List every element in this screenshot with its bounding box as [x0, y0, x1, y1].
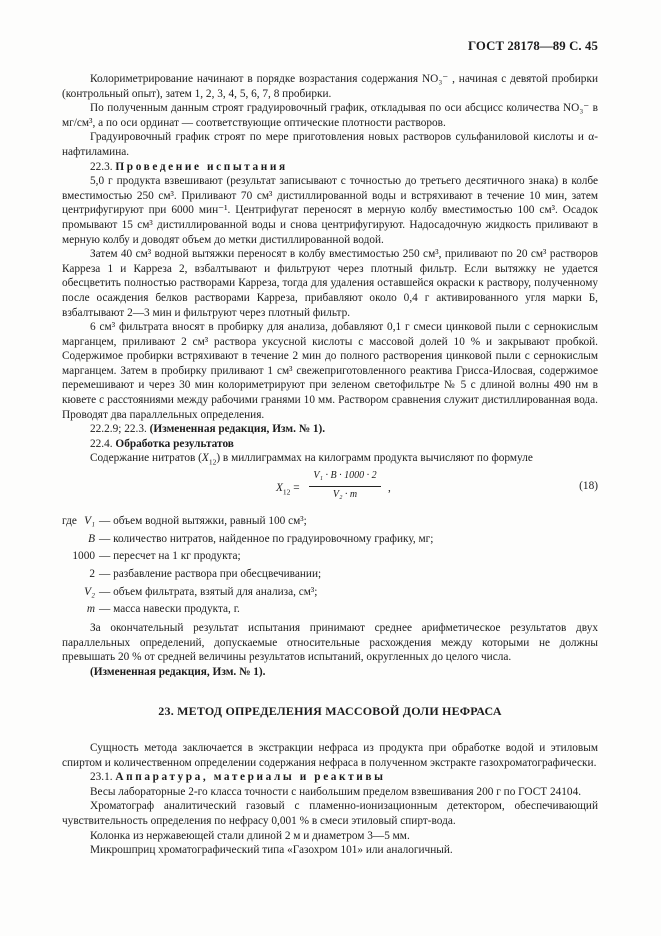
definition-row: где V₁ — объем водной вытяжки, равный 100 см³; [62, 515, 307, 528]
subsection-heading-22-4 [62, 437, 598, 452]
equation-number: (18) [579, 480, 598, 493]
formula-denominator: V₂ · m [332, 488, 358, 500]
formula-numerator: V₁ · B · 1000 · 2 [309, 469, 381, 487]
paragraph: Хроматограф аналитический газовый с пламенно-ионизационным детектором, обеспечивающий чувствительность определения по нефрасу 0,001 % в смеси этиловый спирт-вода. [62, 800, 598, 827]
paragraph: По полученным данным строят градуировочный график, откладывая по оси абсцисс количества NO₃⁻ в мг/см³, а по оси ординат — соответствующие оптические плотности растворов. [62, 102, 598, 129]
subsection-title: Обработка результатов [115, 437, 234, 450]
formula-comma: , [388, 482, 391, 495]
amendment-ref: 22.2.9; 22.3. [90, 423, 147, 436]
paragraph: За окончательный результат испытания принимают среднее арифметическое результатов двух параллельных определений, допускаемые относительные расхождения между которыми не должны превышать 20 % от средней величины результатов испытаний, округленных до целого числа. [62, 622, 598, 664]
paragraph: 5,0 г продукта взвешивают (результат записывают с точностью до третьего десятичного знака) в колбе вместимостью 250 см³. Приливают 70 см³ дистиллированной воды и встряхивают в течение 10 мин, затем центрифугируют при 6000 мин⁻¹. Центрифугат переносят в мерную колбу вместимостью 100 см³. Осадок промывают 15 см³ дистиллированной воды и снова центрифугируют. Надосадочную жидкость приливают в мерную колбу и доводят объем до метки дистиллированной водой. [62, 175, 598, 246]
definition-row: V₂ — объем фильтрата, взятый для анализа, см³; [84, 585, 318, 598]
paragraph: Затем 40 см³ водной вытяжки переносят в колбу вместимостью 250 см³, приливают по 20 см³ растворов Карреза 1 и Карреза 2, взбалтывают и фильтруют через плотный фильтр. Если вытяжку не удается обесцветить полностью растворами Карреза, тогда для удаления оставшейся окраски к раствору, полученному после осаждения белков растворами Карреза, прибавляют около 0,4 г активированного угля марки Б, взбалтывают 2—3 мин и фильтруют через плотный фильтр. [62, 248, 598, 319]
amendment-note: (Измененная редакция, Изм. № 1). [90, 665, 266, 678]
formula-intro: Содержание нитратов $(X_{12})$ в миллиграммах на килограмм продукта вычисляют по формуле [90, 452, 533, 467]
definition-row: 2 — разбавление раствора при обесцвечивании; [89, 568, 322, 581]
paragraph: Градуировочный график строят по мере приготовления новых растворов сульфаниловой кислоты и α-нафтиламина. [62, 131, 598, 158]
subsection-heading-22-3 [62, 160, 598, 175]
section-heading-23: 23. МЕТОД ОПРЕДЕЛЕНИЯ МАССОВОЙ ДОЛИ НЕФРАСА [158, 704, 502, 719]
subsection-number: 22.4. [90, 437, 113, 450]
definition-row: m — масса навески продукта, г. [86, 603, 240, 616]
subsection-title: Аппаратура, материалы и реактивы [115, 771, 386, 784]
page-header: ГОСТ 28178—89 С. 45 [467, 39, 598, 53]
formula-fraction [309, 469, 381, 502]
subsection-number: 22.3. [90, 160, 113, 173]
amendment-text: (Измененная редакция, Изм. № 1). [149, 423, 326, 436]
variable-definitions [62, 514, 598, 617]
definition-row: 1000 — пересчет на 1 кг продукта; [72, 550, 241, 563]
subsection-title: Проведение испытания [115, 160, 288, 173]
subsection-heading-23-1 [62, 770, 598, 785]
paragraph: 6 см³ фильтрата вносят в пробирку для анализа, добавляют 0,1 г смеси цинковой пыли с сернокислым марганцем, приливают 2 см³ раствора уксусной кислоты с массовой долей 10 % и закрывают пробкой. Содержимое пробирки встряхивают в течение 2 мин до полного растворения цинковой пыли с сернокислым марганцем. Затем в пробирку приливают 1 см³ свежеприготовленного реактива Грисса-Илосвая, содержимое перемешивают и через 30 мин колориметрируют при зеленом светофильтре № 5 с длиной волны 490 нм в кювете с расстояниями между рабочими гранями 10 мм. Раствором сравнения служит дистиллированная вода. Проводят два параллельных определения. [62, 321, 598, 421]
paragraph: Колориметрирование начинают в порядке возрастания содержания NO₃⁻ , начиная с девятой пробирки (контрольный опыт), затем 1, 2, 3, 4, 5, 6, 7, 8 пробирки. [62, 73, 598, 100]
paragraph: Сущность метода заключается в экстракции нефраса из продукта при обработке водой и этиловым спиртом и количественном определении содержания нефраса в полученном экстракте газохроматографически. [62, 742, 598, 769]
paragraph: Колонка из нержавеющей стали длиной 2 м и диаметром 3—5 мм. [90, 829, 410, 842]
paragraph: Микрошприц хроматографический типа «Газохром 101» или аналогичный. [90, 844, 453, 857]
formula-lhs: $X_{12}$ = [276, 482, 300, 497]
paragraph: Весы лабораторные 2-го класса точности с наибольшим пределом взвешивания 200 г по ГОСТ 24104. [90, 785, 582, 798]
amendment-note [62, 422, 598, 437]
formula-18 [62, 469, 598, 509]
definition-row: B — количество нитратов, найденное по градуировочному графику, мг; [88, 532, 434, 545]
document-body [62, 72, 598, 858]
subsection-number: 23.1. [90, 771, 113, 784]
